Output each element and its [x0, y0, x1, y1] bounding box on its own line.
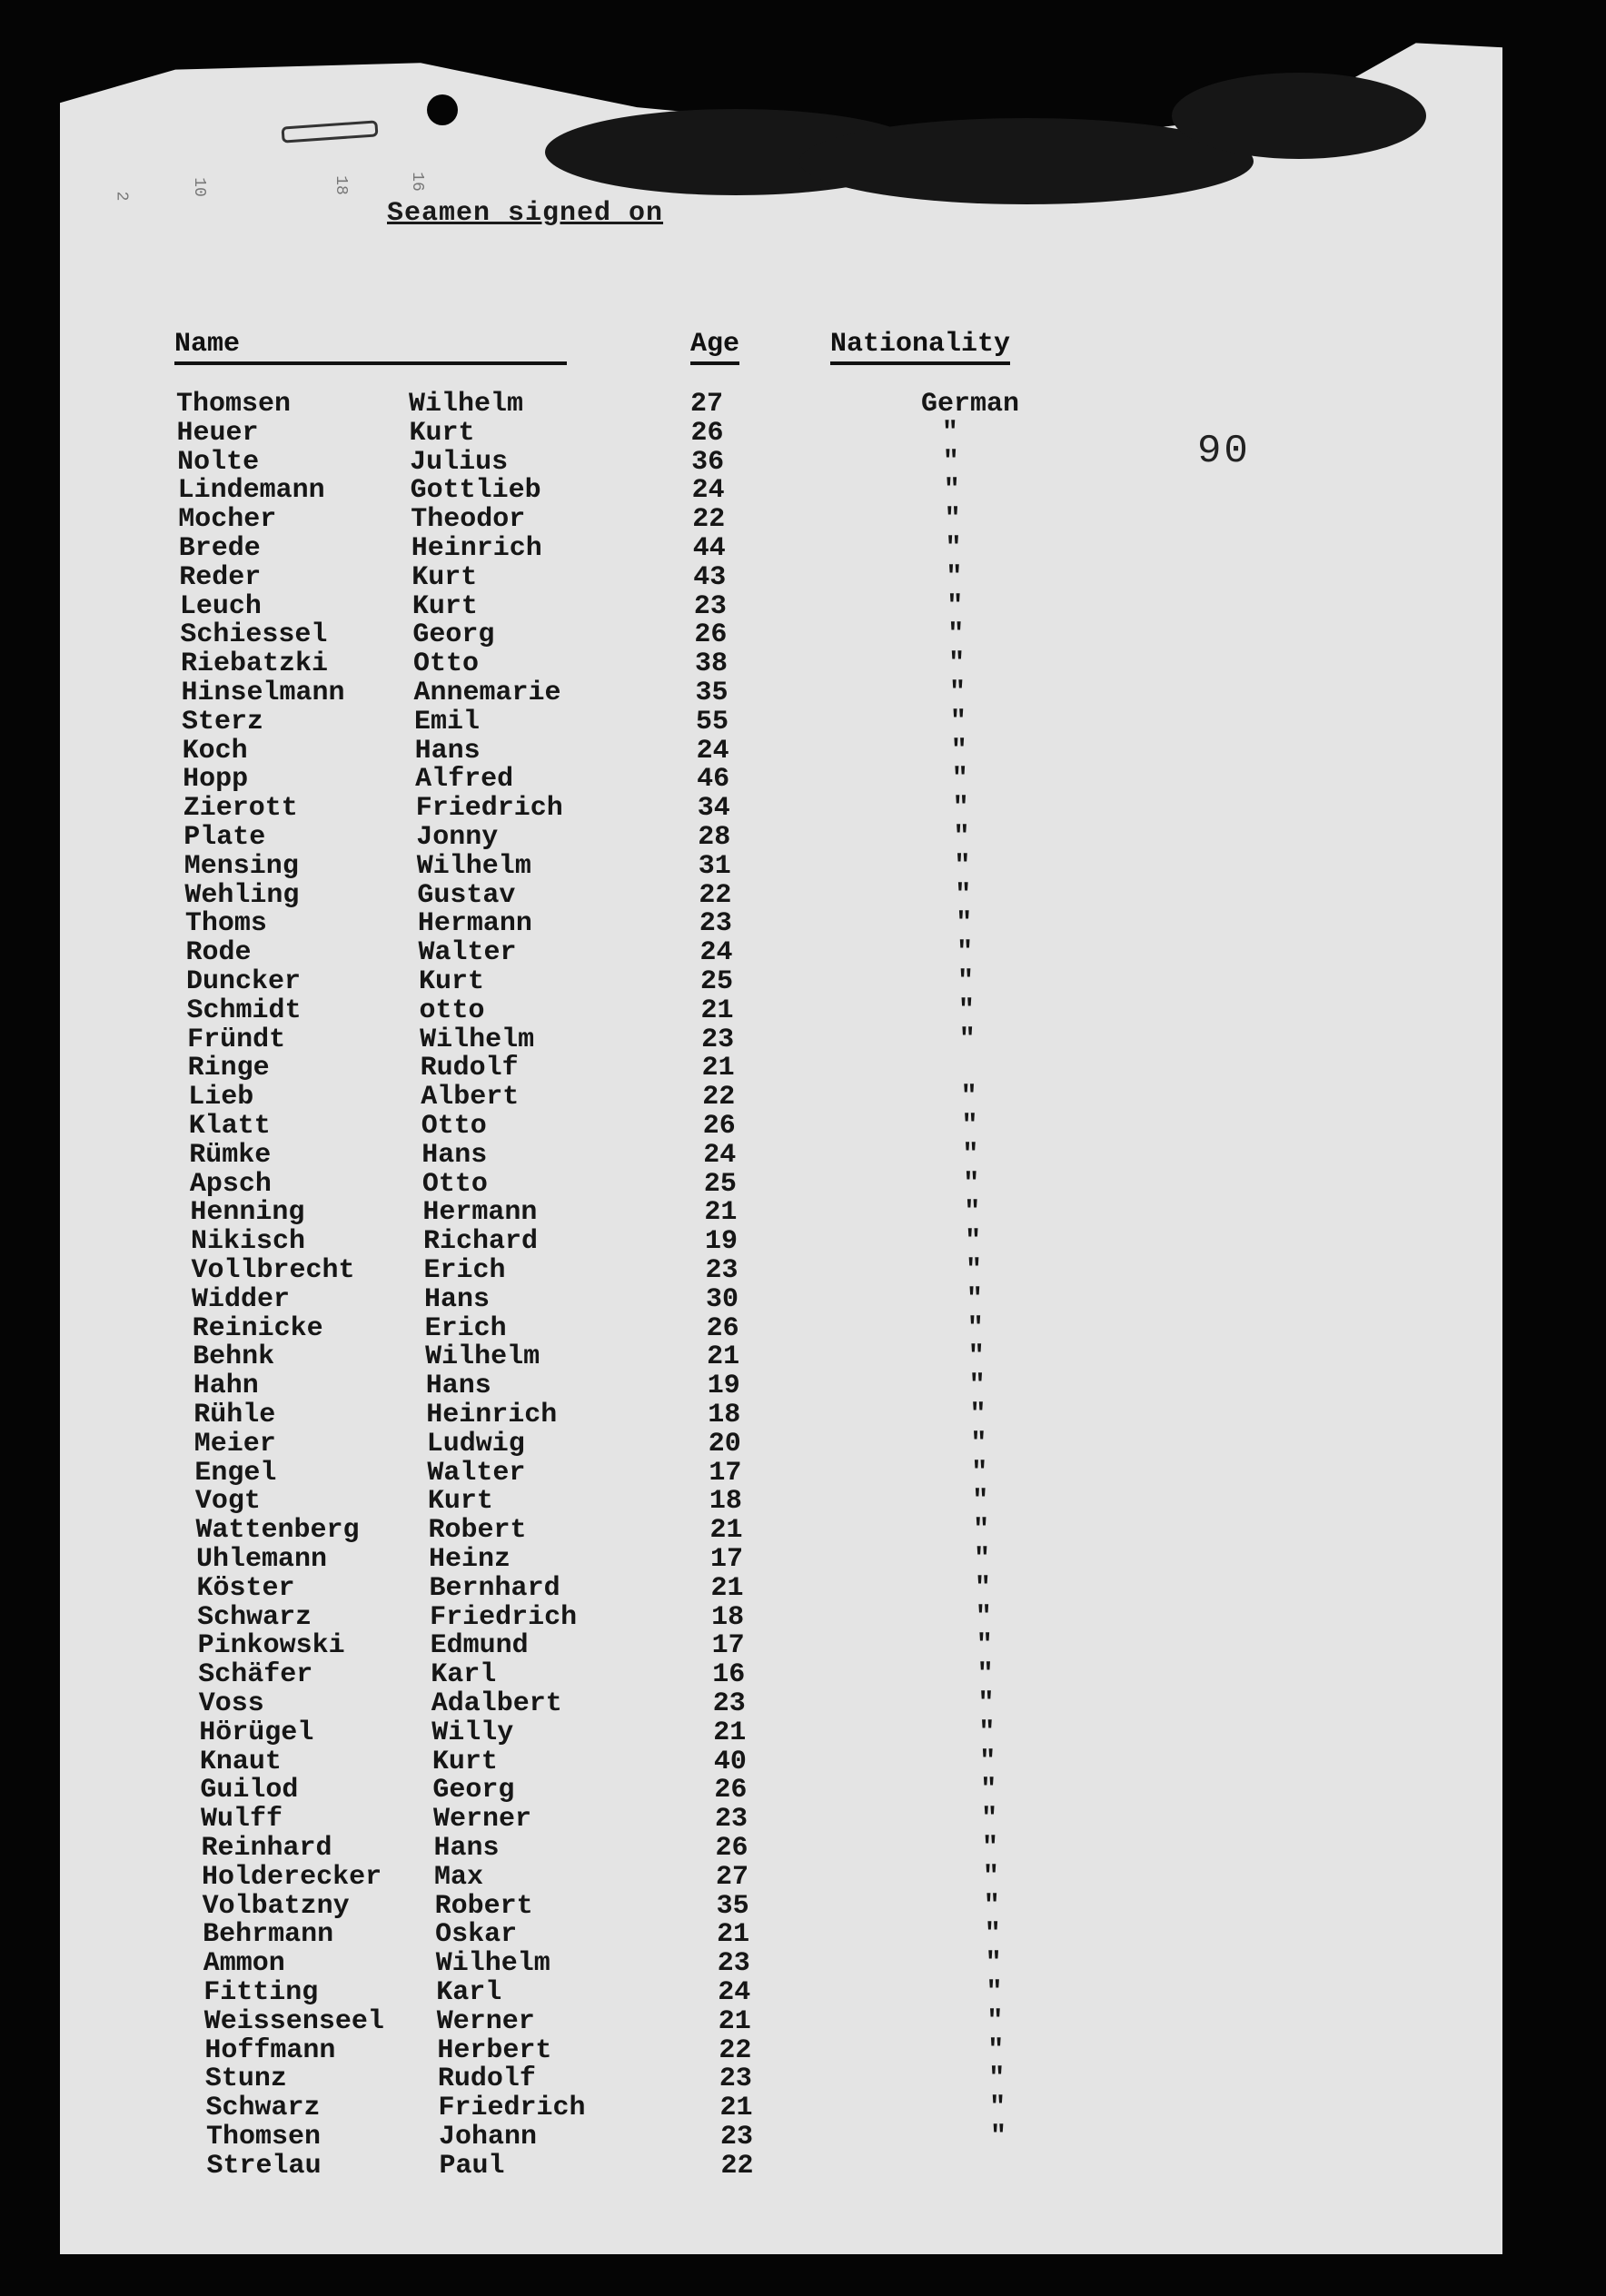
- nationality-cell: ": [982, 1833, 999, 1864]
- nationality-cell: ": [965, 1226, 982, 1258]
- first-name-cell: Willy: [431, 1717, 514, 1748]
- surname-cell: Wehling: [184, 879, 300, 911]
- first-name-cell: Karl: [431, 1659, 497, 1691]
- age-cell: 20: [708, 1428, 741, 1460]
- nationality-cell: ": [948, 648, 966, 680]
- nationality-cell: ": [946, 561, 963, 593]
- first-name-cell: Rudolf: [437, 2063, 536, 2095]
- surname-cell: Vogt: [194, 1486, 261, 1518]
- age-cell: 35: [716, 1890, 749, 1922]
- age-cell: 38: [694, 648, 728, 680]
- nationality-cell: ": [972, 1486, 989, 1518]
- surname-cell: Schmidt: [186, 995, 302, 1026]
- margin-number: 16: [407, 172, 426, 192]
- first-name-cell: Walter: [418, 937, 517, 969]
- surname-cell: Thomsen: [176, 389, 292, 420]
- age-cell: 21: [717, 1919, 750, 1951]
- first-name-cell: Hans: [421, 1139, 488, 1171]
- age-cell: 22: [719, 2034, 752, 2066]
- age-cell: 46: [697, 764, 730, 796]
- nationality-cell: ": [943, 475, 960, 507]
- nationality-cell: ": [981, 1804, 998, 1836]
- first-name-cell: Bernhard: [429, 1572, 560, 1604]
- surname-cell: Sterz: [182, 706, 264, 737]
- surname-cell: Schwarz: [205, 2093, 321, 2124]
- nationality-cell: ": [969, 1400, 986, 1430]
- age-cell: 30: [706, 1283, 739, 1315]
- nationality-cell: ": [957, 966, 975, 997]
- age-cell: 27: [690, 389, 724, 420]
- age-cell: 24: [691, 475, 725, 507]
- age-cell: 23: [705, 1255, 739, 1286]
- surname-cell: Schäfer: [198, 1659, 313, 1691]
- nationality-cell: ": [949, 706, 967, 737]
- nationality-cell: ": [988, 2063, 1006, 2095]
- header-age: Age: [690, 329, 739, 365]
- surname-cell: Volbatzny: [202, 1890, 350, 1922]
- age-cell: 17: [709, 1457, 742, 1489]
- surname-cell: Engel: [194, 1457, 277, 1489]
- first-name-cell: Wilhelm: [425, 1341, 540, 1373]
- nationality-cell: ": [944, 504, 961, 536]
- first-name-cell: Adalbert: [431, 1688, 562, 1719]
- first-name-cell: Otto: [421, 1111, 487, 1142]
- nationality-cell: ": [966, 1255, 983, 1286]
- nationality-cell: ": [957, 995, 975, 1026]
- surname-cell: Lieb: [188, 1082, 254, 1113]
- surname-cell: Hopp: [183, 764, 249, 796]
- nationality-cell: ": [978, 1717, 996, 1748]
- age-cell: 21: [709, 1515, 743, 1547]
- first-name-cell: Friedrich: [438, 2093, 586, 2124]
- first-name-cell: Richard: [422, 1226, 538, 1258]
- surname-cell: Ringe: [187, 1053, 270, 1084]
- surname-cell: Mensing: [183, 850, 299, 882]
- surname-cell: Schwarz: [197, 1601, 312, 1633]
- margin-number: 10: [189, 177, 208, 197]
- first-name-cell: Heinrich: [426, 1400, 558, 1430]
- age-cell: 19: [707, 1371, 740, 1402]
- age-cell: 24: [699, 937, 733, 969]
- nationality-cell: ": [974, 1572, 991, 1604]
- first-name-cell: Hermann: [417, 908, 532, 940]
- surname-cell: Koch: [182, 735, 248, 767]
- surname-cell: Zierott: [183, 793, 298, 825]
- first-name-cell: Kurt: [411, 590, 478, 622]
- age-cell: 28: [698, 822, 731, 853]
- burn-damage: [1172, 73, 1426, 159]
- age-cell: 21: [719, 2093, 753, 2124]
- surname-cell: Mocher: [178, 504, 277, 536]
- surname-cell: Pinkowski: [197, 1630, 345, 1662]
- nationality-cell: ": [977, 1688, 995, 1719]
- first-name-cell: Friedrich: [430, 1601, 578, 1633]
- age-cell: 44: [692, 533, 726, 564]
- nationality-cell: ": [983, 1890, 1000, 1922]
- first-name-cell: Wilhelm: [409, 389, 524, 420]
- first-name-cell: Erich: [424, 1312, 507, 1344]
- age-cell: 23: [693, 590, 727, 622]
- first-name-cell: Otto: [421, 1168, 488, 1200]
- surname-cell: Nikisch: [190, 1226, 305, 1258]
- first-name-cell: Hans: [424, 1283, 491, 1315]
- first-name-cell: Ludwig: [426, 1428, 525, 1460]
- surname-cell: Meier: [193, 1428, 276, 1460]
- age-cell: 26: [690, 417, 724, 449]
- first-name-cell: Hermann: [422, 1197, 538, 1229]
- surname-cell: Thomsen: [206, 2122, 322, 2152]
- first-name-cell: Annemarie: [413, 678, 561, 708]
- nationality-cell: ": [966, 1283, 983, 1315]
- surname-cell: Holderecker: [202, 1861, 382, 1893]
- first-name-cell: Wilhelm: [435, 1948, 550, 1980]
- age-cell: 23: [699, 908, 732, 940]
- surname-cell: Nolte: [177, 446, 260, 478]
- age-cell: 19: [704, 1226, 738, 1258]
- age-cell: 26: [702, 1111, 736, 1142]
- nationality-cell: ": [961, 1111, 978, 1142]
- age-cell: 35: [695, 678, 729, 708]
- nationality-cell: ": [967, 1312, 984, 1344]
- age-cell: 23: [712, 1688, 746, 1719]
- first-name-cell: Alfred: [415, 764, 514, 796]
- first-name-cell: Emil: [414, 706, 481, 737]
- surname-cell: Fitting: [203, 1977, 319, 2008]
- surname-cell: Knaut: [199, 1746, 282, 1777]
- age-cell: 34: [697, 793, 730, 825]
- nationality-cell: ": [947, 619, 965, 651]
- age-cell: 23: [717, 1948, 750, 1980]
- first-name-cell: Georg: [412, 619, 495, 651]
- age-cell: 18: [708, 1400, 741, 1430]
- surname-cell: Plate: [183, 822, 266, 853]
- nationality-cell: ": [979, 1746, 996, 1777]
- nationality-cell: German: [921, 389, 1020, 420]
- age-cell: 24: [696, 735, 729, 767]
- age-cell: 21: [704, 1197, 738, 1229]
- first-name-cell: Erich: [423, 1255, 506, 1286]
- first-name-cell: Otto: [412, 648, 479, 680]
- surname-cell: Hoffmann: [204, 2034, 336, 2066]
- surname-cell: Weissenseel: [203, 2005, 384, 2037]
- first-name-cell: Heinz: [429, 1544, 511, 1575]
- first-name-cell: Julius: [410, 446, 509, 478]
- age-cell: 21: [707, 1341, 740, 1373]
- age-cell: 40: [713, 1746, 747, 1777]
- first-name-cell: otto: [419, 995, 485, 1026]
- age-cell: 24: [703, 1139, 737, 1171]
- nationality-cell: ": [949, 678, 967, 708]
- surname-cell: Ammon: [203, 1948, 285, 1980]
- page-number: 90: [1197, 429, 1251, 474]
- nationality-cell: ": [957, 937, 974, 969]
- age-cell: 17: [710, 1544, 744, 1575]
- age-cell: 21: [701, 1053, 735, 1084]
- margin-number: 2: [112, 191, 131, 202]
- first-name-cell: Hans: [414, 735, 481, 767]
- nationality-cell: ": [955, 879, 972, 911]
- age-cell: 24: [718, 1977, 751, 2008]
- surname-cell: Voss: [198, 1688, 264, 1719]
- first-name-cell: Hans: [433, 1833, 500, 1864]
- header-name: Name: [174, 329, 567, 365]
- surname-cell: Guilod: [200, 1775, 299, 1806]
- surname-cell: Köster: [196, 1572, 295, 1604]
- surname-cell: Apsch: [189, 1168, 272, 1200]
- nationality-cell: ": [945, 533, 962, 564]
- surname-cell: Schiessel: [180, 619, 328, 651]
- nationality-cell: ": [942, 446, 959, 478]
- first-name-cell: Friedrich: [415, 793, 563, 825]
- nationality-cell: ": [952, 793, 969, 825]
- age-cell: 23: [714, 1804, 748, 1836]
- age-cell: 16: [712, 1659, 746, 1691]
- nationality-cell: ": [986, 2005, 1004, 2037]
- age-cell: 22: [702, 1082, 736, 1113]
- first-name-cell: Kurt: [411, 561, 478, 593]
- surname-cell: Reder: [179, 561, 262, 593]
- surname-cell: Widder: [192, 1283, 291, 1315]
- age-cell: 26: [715, 1833, 748, 1864]
- first-name-cell: Robert: [428, 1515, 527, 1547]
- age-cell: 26: [714, 1775, 748, 1806]
- nationality-cell: ": [984, 1919, 1001, 1951]
- first-name-cell: Jonny: [416, 822, 499, 853]
- nationality-cell: ": [975, 1601, 992, 1633]
- nationality-cell: ": [970, 1428, 987, 1460]
- surname-cell: Lindemann: [177, 475, 325, 507]
- surname-cell: Behnk: [193, 1341, 275, 1373]
- first-name-cell: Werner: [436, 2005, 535, 2037]
- age-cell: 22: [720, 2150, 754, 2182]
- age-cell: 22: [692, 504, 726, 536]
- surname-cell: Hahn: [193, 1371, 259, 1402]
- surname-cell: Reinhard: [201, 1833, 332, 1864]
- first-name-cell: Robert: [434, 1890, 533, 1922]
- first-name-cell: Wilhelm: [416, 850, 531, 882]
- first-name-cell: Gustav: [417, 879, 516, 911]
- surname-cell: Riebatzki: [180, 648, 328, 680]
- first-name-cell: Rudolf: [420, 1053, 519, 1084]
- first-name-cell: Hans: [425, 1371, 491, 1402]
- surname-cell: Duncker: [186, 966, 302, 997]
- nationality-cell: ": [950, 735, 967, 767]
- header-nationality: Nationality: [830, 329, 1010, 365]
- first-name-cell: Wilhelm: [420, 1024, 535, 1055]
- age-cell: 25: [700, 966, 734, 997]
- margin-number: 18: [331, 175, 350, 195]
- first-name-cell: Max: [434, 1861, 484, 1893]
- nationality-cell: ": [958, 1024, 976, 1055]
- surname-cell: Hörügel: [199, 1717, 314, 1748]
- nationality-cell: ": [986, 1977, 1003, 2008]
- nationality-cell: ": [962, 1139, 979, 1171]
- nationality-cell: ": [968, 1371, 986, 1402]
- age-cell: 21: [718, 2005, 751, 2037]
- surname-cell: Wattenberg: [195, 1515, 360, 1547]
- nationality-cell: ": [954, 850, 971, 882]
- first-name-cell: Theodor: [411, 504, 526, 536]
- surname-cell: Hinselmann: [181, 678, 345, 708]
- nationality-cell: ": [990, 2122, 1007, 2152]
- nationality-cell: ": [980, 1775, 997, 1806]
- first-name-cell: Johann: [439, 2122, 538, 2152]
- age-cell: 17: [711, 1630, 745, 1662]
- surname-cell: Behrmann: [203, 1919, 334, 1951]
- first-name-cell: Kurt: [409, 417, 475, 449]
- first-name-cell: Paul: [439, 2150, 505, 2182]
- surname-cell: Henning: [190, 1197, 305, 1229]
- first-name-cell: Karl: [436, 1977, 502, 2008]
- surname-cell: Klatt: [188, 1111, 271, 1142]
- nationality-cell: ": [951, 764, 968, 796]
- surname-cell: Heuer: [176, 417, 259, 449]
- first-name-cell: Georg: [432, 1775, 515, 1806]
- nationality-cell: ": [974, 1544, 991, 1575]
- surname-cell: Reinicke: [192, 1312, 323, 1344]
- first-name-cell: Oskar: [435, 1919, 518, 1951]
- age-cell: 43: [693, 561, 727, 593]
- age-cell: 21: [700, 995, 734, 1026]
- age-cell: 21: [710, 1572, 744, 1604]
- age-cell: 21: [713, 1717, 747, 1748]
- nationality-cell: ": [976, 1630, 993, 1662]
- first-name-cell: Walter: [427, 1457, 526, 1489]
- nationality-cell: ": [964, 1197, 981, 1229]
- surname-cell: Uhlemann: [196, 1544, 328, 1575]
- surname-cell: Thoms: [184, 908, 267, 940]
- age-cell: 36: [691, 446, 725, 478]
- nationality-cell: ": [956, 908, 973, 940]
- nationality-cell: ": [941, 417, 958, 449]
- age-cell: 22: [699, 879, 732, 911]
- surname-cell: Stunz: [204, 2063, 287, 2095]
- age-cell: 26: [694, 619, 728, 651]
- first-name-cell: Albert: [421, 1082, 520, 1113]
- nationality-cell: ": [960, 1082, 977, 1113]
- first-name-cell: Werner: [432, 1804, 531, 1836]
- age-cell: 27: [716, 1861, 749, 1893]
- first-name-cell: Edmund: [430, 1630, 529, 1662]
- surname-cell: Rühle: [193, 1400, 276, 1430]
- nationality-cell: ": [971, 1457, 988, 1489]
- first-name-cell: Gottlieb: [410, 475, 541, 507]
- age-cell: 23: [720, 2122, 754, 2152]
- surname-cell: Wulff: [200, 1804, 283, 1836]
- age-cell: 31: [698, 850, 731, 882]
- nationality-cell: ": [953, 822, 970, 853]
- nationality-cell: ": [976, 1659, 994, 1691]
- surname-cell: Strelau: [206, 2150, 322, 2182]
- first-name-cell: Herbert: [437, 2034, 552, 2066]
- age-cell: 18: [709, 1486, 742, 1518]
- nationality-cell: ": [987, 2034, 1005, 2066]
- age-cell: 25: [703, 1168, 737, 1200]
- nationality-cell: ": [982, 1861, 999, 1893]
- nationality-cell: ": [973, 1515, 990, 1547]
- age-cell: 26: [706, 1312, 739, 1344]
- page-title: Seamen signed on: [387, 198, 664, 229]
- surname-cell: Leuch: [179, 590, 262, 622]
- surname-cell: Fründt: [187, 1024, 286, 1055]
- age-cell: 23: [719, 2063, 752, 2095]
- nationality-cell: ": [985, 1948, 1002, 1980]
- first-name-cell: Heinrich: [411, 533, 542, 564]
- nationality-cell: ": [967, 1341, 985, 1373]
- surname-cell: Rode: [185, 937, 252, 969]
- nationality-cell: ": [963, 1168, 980, 1200]
- age-cell: 23: [701, 1024, 735, 1055]
- age-cell: 55: [696, 706, 729, 737]
- punch-hole: [427, 94, 458, 125]
- surname-cell: Vollbrecht: [191, 1255, 355, 1286]
- first-name-cell: Kurt: [427, 1486, 493, 1518]
- first-name-cell: Kurt: [419, 966, 485, 997]
- surname-cell: Brede: [178, 533, 261, 564]
- nationality-cell: ": [947, 590, 964, 622]
- surname-cell: Rümke: [189, 1139, 272, 1171]
- first-name-cell: Kurt: [431, 1746, 498, 1777]
- age-cell: 18: [711, 1601, 745, 1633]
- nationality-cell: ": [989, 2093, 1006, 2124]
